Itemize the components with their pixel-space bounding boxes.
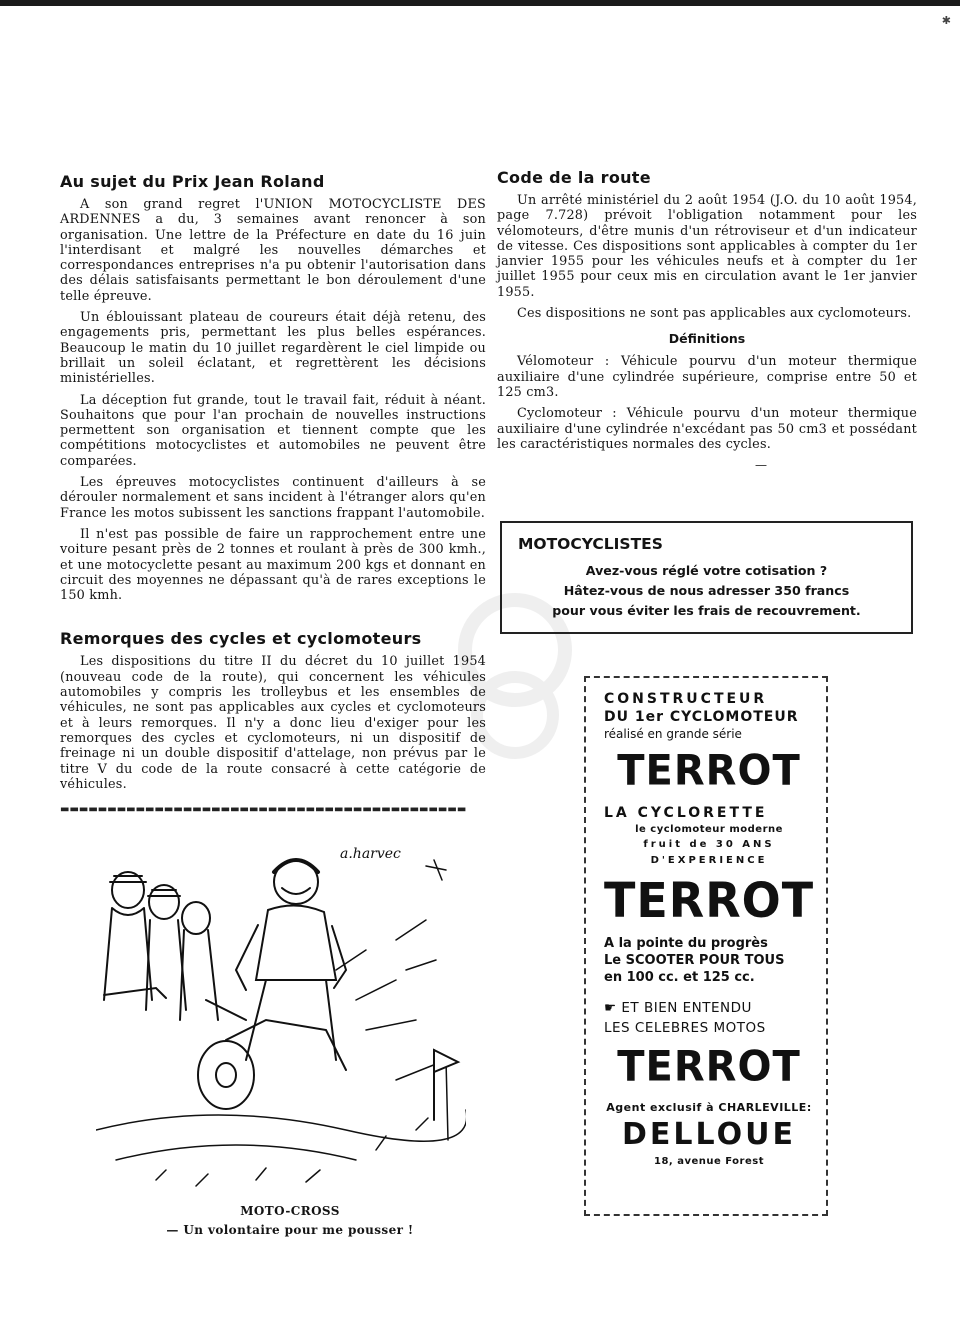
code-paragraph: Ces dispositions ne sont pas applicables aux cyclomoteurs.: [517, 306, 912, 322]
prix-paragraph: Un éblouissant plateau de coureurs était déjà retenu, des engagements pris, permettant les plus belles espérances. Beaucoup le matin du 10 juillet regardèrent le ciel limpide ou brillait un soleil éclatant, et regrettèrent les décisions ministérielles.: [60, 310, 486, 387]
ad-brand-logo: TERROT: [604, 871, 815, 929]
corner-mark: ✱: [941, 14, 951, 27]
ad-constructeur: CONSTRUCTEUR: [604, 691, 768, 707]
prix-title: Au sujet du Prix Jean Roland: [60, 172, 325, 191]
ad-realise: réalisé en grande série: [604, 727, 742, 741]
artist-signature: a.harvec: [340, 846, 401, 862]
dash-divider: ▬▬▬▬▬▬▬▬▬▬▬▬▬▬▬▬▬▬▬▬▬▬▬▬▬▬▬▬▬▬▬▬▬▬▬▬▬▬▬▬▬▬▬: [60, 804, 467, 816]
cotisation-line: Avez-vous réglé votre cotisation ?: [585, 563, 828, 578]
ad-bien-entendu: ET BIEN ENTENDU: [621, 1000, 752, 1016]
ad-moderne: le cyclomoteur moderne: [635, 824, 783, 835]
remorques-title: Remorques des cycles et cyclomoteurs: [60, 629, 422, 649]
remorques-paragraph: Les dispositions du titre II du décret du 10 juillet 1954 (nouveau code de la route), qui concernent les véhicules automobiles y compris les trolleybus et les ensembles de véhicules, ne sont pas applicables aux cycles et cyclomoteurs et à leurs remorques. Il n'y a donc lieu d'exiger pour les remorques des cycles et cyclomoteurs, ni un dispositif de freinage ni un double dispositif d'attelage, non prévus par le titre V du code de la route consacré à cette catégorie de véhicules.: [60, 654, 486, 792]
ad-agent: Agent exclusif à CHARLEVILLE:: [606, 1101, 812, 1114]
code-title: Code de la route: [497, 168, 651, 187]
right-column: [497, 168, 917, 472]
cotisation-line: pour vous éviter les frais de recouvrement.: [552, 603, 861, 618]
ad-premier-cyclomoteur: DU 1er CYCLOMOTEUR: [604, 709, 799, 725]
code-paragraph: Un arrêté ministériel du 2 août 1954 (J.O. du 10 août 1954, page 7.728) prévoit l'obligation notamment pour les vélomoteurs, d'être munis d'un rétroviseur et d'un indicateur de vitesse. Ces dispositions sont applicables à compter du 1er janvier 1955 pour les véhicules neufs et à compter du 1er juillet 1955 pour ceux mis en circulation avant le 1er janvier 1955.: [497, 193, 917, 300]
ad-cc: en 100 cc. et 125 cc.: [604, 970, 755, 985]
moto-cross-cartoon: [96, 830, 466, 1200]
pointing-hand-icon: ☛: [604, 1000, 617, 1016]
ad-brand-logo: TERROT: [617, 746, 801, 796]
short-dash: —: [755, 458, 767, 473]
cartoon-caption: [100, 1202, 480, 1240]
prix-paragraph: Il n'est pas possible de faire un rapprochement entre une voiture pesant près de 2 tonnes et roulant à près de 300 kmh., et une motocyclette pesant au maximum 200 kgs et donnant en circuit des moyennes ne dépassant qu'à de rares exceptions le 150 kmh.: [60, 526, 486, 604]
prix-paragraph: Les épreuves motocyclistes continuent d'ailleurs à se dérouler normalement et sans incident à l'étranger alors qu'en France les motos subissent les sanctions frappant l'automobile.: [60, 475, 486, 521]
caption-text: — Un volontaire pour me pousser !: [166, 1223, 414, 1237]
ad-scooter: Le SCOOTER POUR TOUS: [604, 953, 785, 968]
ad-experience: D'EXPERIENCE: [650, 855, 768, 866]
ad-fruit: fruit de 30 ANS: [643, 839, 775, 850]
definition-cyclomoteur: Cyclomoteur : Véhicule pourvu d'un moteur thermique auxiliaire d'une cylindrée n'excédant pas 50 cm3 et possédant les caractéristiques normales des cycles.: [497, 406, 917, 452]
ad-celebres: LES CELEBRES MOTOS: [604, 1020, 766, 1036]
terrot-advertisement: [584, 676, 828, 1216]
cotisation-box: [500, 521, 913, 634]
spectators-illustration: [104, 872, 218, 1020]
ad-dealer-name: DELLOUE: [622, 1117, 796, 1152]
prix-paragraph: A son grand regret l'UNION MOTOCYCLISTE DES ARDENNES a du, 3 semaines avant renoncer à son organisation. Une lettre de la Préfecture en date du 16 juin l'interdisant et malgré les nouvelles démarches et correspondances entreprises n'a pu obtenir l'autorisation dans des délais satisfaisants permettant le bon déroulement d'une telle épreuve.: [60, 197, 486, 304]
motorcycle-illustration: [198, 1000, 346, 1109]
ad-address: 18, avenue Forest: [654, 1156, 764, 1167]
top-rule: [0, 0, 960, 6]
prix-paragraph: La déception fut grande, tout le travail fait, réduit à néant. Souhaitons que pour l'an prochain de nouvelles instructions permettent son organisation et tiennent compte que les compétitions motocyclistes et automobiles ne peuvent être comparées.: [60, 392, 486, 469]
cotisation-line: Hâtez-vous de nous adresser 350 francs: [563, 583, 850, 598]
left-column: [60, 172, 486, 815]
cotisation-title: MOTOCYCLISTES: [518, 535, 663, 553]
rider-illustration: [236, 860, 346, 1060]
definitions-title: Définitions: [668, 331, 746, 347]
ad-pointe: A la pointe du progrès: [604, 936, 768, 951]
ad-brand-logo: TERROT: [617, 1042, 801, 1092]
ad-cyclorette: LA CYCLORETTE: [604, 805, 768, 821]
caption-title: MOTO-CROSS: [240, 1204, 340, 1218]
definition-velomoteur: Vélomoteur : Véhicule pourvu d'un moteur thermique auxiliaire d'une cylindrée supérieure, comprise entre 50 et 125 cm3.: [497, 354, 917, 400]
